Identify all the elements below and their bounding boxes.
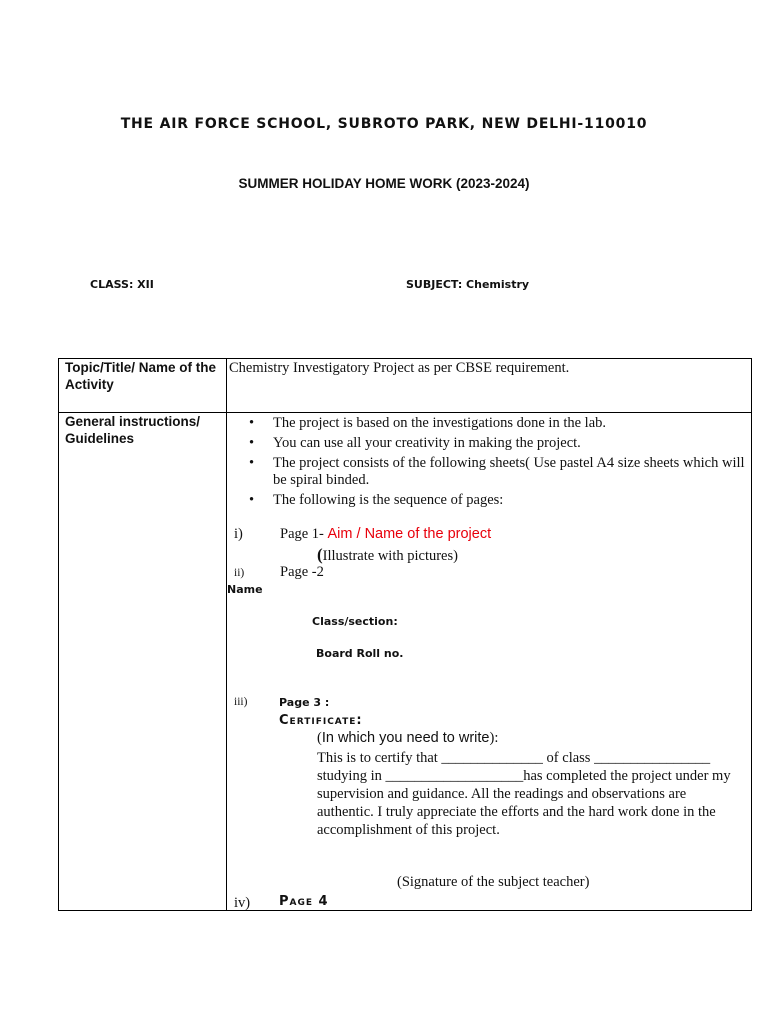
bullet-item: • The project consists of the following sheets( Use pastel A4 size sheets which will be spiral binded. [249,455,745,488]
column-divider [226,359,227,910]
page1-num: i) [234,526,243,542]
bullet-list [249,415,748,509]
page1-illustrate: Illustrate with pictures) [322,548,458,564]
guidelines-label: General instructions/ Guidelines [65,414,201,446]
bullet-item: • The project is based on the investigations done in the lab. [249,415,607,431]
page1-line [280,526,491,543]
page2-class-section: Class/section: [312,615,398,628]
page4-num: iv) [234,895,251,911]
page3-label: Page 3 : [279,696,330,709]
page1-illustrate-line [317,546,458,565]
topic-label: Topic/Title/ Name of the Activity [65,360,217,392]
page2-num: ii) [234,567,245,579]
topic-value: Chemistry Investigatory Project as per CBSE requirement. [229,360,570,376]
page2-name: Name [227,583,263,596]
open-paren: ( [317,545,323,564]
certificate-instruction: (In which you need to write): [317,730,499,746]
bullet-item: • The following is the sequence of pages: [249,492,504,508]
class-label: CLASS: XII [90,278,154,291]
page3-num: iii) [234,696,248,708]
page2-roll: Board Roll no. [316,647,404,660]
homework-title: SUMMER HOLIDAY HOME WORK (2023-2024) [238,176,530,191]
subject-label: SUBJECT: Chemistry [406,278,530,291]
certificate-text: This is to certify that ______________ of class ________________ studying in ___________________has completed the project under my supervision and guidance. All the readings and observations are authentic. I truly appreciate the efforts and the hard work done in the accomplishment of this project. [317,750,731,838]
page1-label: Page 1- [280,526,324,542]
page4-label: Page 4 [279,894,329,909]
teacher-signature: (Signature of the subject teacher) [397,874,590,890]
page2-label: Page -2 [280,564,324,580]
assignment-table [58,358,752,911]
school-title: THE AIR FORCE SCHOOL, SUBROTO PARK, NEW DELHI-110010 [120,116,648,132]
page1-aim: Aim / Name of the project [327,526,492,542]
bullet-item: • You can use all your creativity in making the project. [249,435,581,451]
certificate-heading: Certificate: [279,713,363,728]
